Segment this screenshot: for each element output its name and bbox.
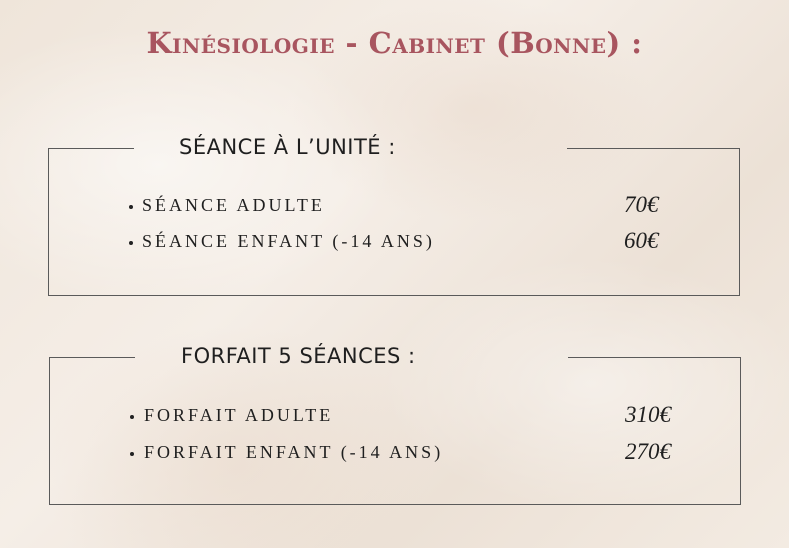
box-border-top-right — [567, 148, 740, 149]
bullet-icon — [130, 452, 134, 456]
box-border-top-left — [49, 357, 135, 358]
item-price: 70€ — [624, 192, 659, 217]
bullet-icon — [129, 205, 133, 209]
item-price: 60€ — [624, 228, 659, 253]
section-heading: FORFAIT 5 SÉANCES : — [181, 344, 416, 368]
bullet-icon — [130, 415, 134, 419]
box-border-right — [740, 357, 741, 505]
section-heading: SÉANCE À L’UNITÉ : — [179, 135, 396, 159]
box-border-top-left — [48, 148, 134, 149]
box-border-left — [49, 357, 50, 505]
list-item — [49, 439, 741, 467]
box-border-bottom — [49, 504, 741, 505]
list-item — [48, 192, 740, 220]
box-border-right — [739, 148, 740, 296]
box-border-top-right — [568, 357, 741, 358]
list-item — [49, 402, 741, 430]
section-forfait — [49, 344, 741, 505]
list-item — [48, 228, 740, 256]
item-label: SÉANCE ENFANT (-14 ANS) — [142, 231, 435, 251]
item-price: 270€ — [625, 439, 671, 464]
item-label: SÉANCE ADULTE — [142, 195, 325, 215]
item-label: FORFAIT ENFANT (-14 ANS) — [144, 442, 444, 462]
item-label: FORFAIT ADULTE — [144, 405, 334, 425]
page-title: Kinésiologie - Cabinet (Bonne) : — [146, 26, 643, 60]
box-border-bottom — [48, 295, 740, 296]
box-border-left — [48, 148, 49, 296]
bullet-icon — [129, 241, 133, 245]
item-price: 310€ — [625, 402, 671, 427]
section-seance-unite — [48, 135, 740, 296]
